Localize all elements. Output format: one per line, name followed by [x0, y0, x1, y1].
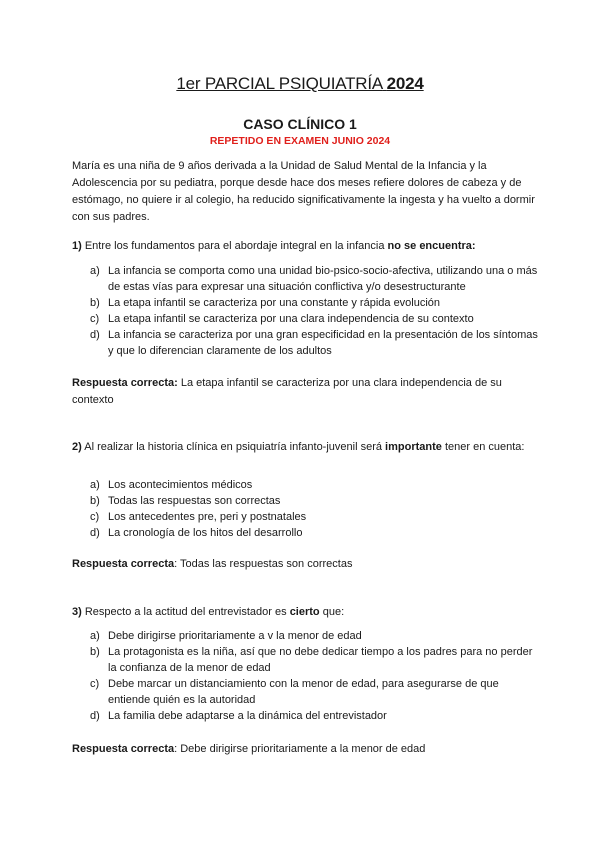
answer-label: Respuesta correcta:: [72, 377, 178, 389]
option-text: La cronología de los hitos del desarrollo: [108, 527, 303, 539]
question-text-end: tener en cuenta:: [441, 441, 525, 453]
option-text: Los antecedentes pre, peri y postnatales: [108, 511, 307, 523]
answer-text: : Debe dirigirse prioritariamente a la menor de edad: [174, 743, 426, 755]
question-emphasis: cierto: [289, 606, 320, 618]
option-letter: d): [90, 329, 100, 341]
option-letter: b): [90, 297, 100, 309]
answer-1: [72, 375, 502, 409]
option-d: [90, 525, 540, 541]
option-text: La etapa infantil se caracteriza por una clara independencia de su contexto: [108, 313, 474, 325]
option-b: [90, 295, 540, 311]
option-text: Los acontecimientos médicos: [108, 479, 253, 491]
title-main: 1er PARCIAL PSIQUIATRÍA: [176, 74, 383, 93]
question-number: 3): [72, 606, 82, 618]
option-d: [90, 708, 540, 724]
option-text: La etapa infantil se caracteriza por una constante y rápida evolución: [108, 297, 441, 309]
question-number: 1): [72, 240, 82, 252]
page-title: [0, 74, 600, 94]
option-letter: b): [90, 646, 100, 658]
option-letter: d): [90, 527, 100, 539]
question-number: 2): [72, 441, 82, 453]
answer-label: Respuesta correcta: [72, 558, 175, 570]
question-2: [72, 439, 542, 456]
option-letter: d): [90, 710, 100, 722]
question-text: Respecto a la actitud del entrevistador es: [81, 606, 290, 618]
option-text: La infancia se caracteriza por una gran especificidad en la presentación de los síntomas y que lo diferencian claramente de los adultos: [108, 329, 538, 357]
option-letter: a): [90, 265, 100, 277]
option-b: [90, 493, 540, 509]
option-c: [90, 311, 540, 327]
repeat-note: REPETIDO EN EXAMEN JUNIO 2024: [209, 135, 391, 147]
option-letter: a): [90, 479, 100, 491]
option-text: La protagonista es la niña, así que no debe dedicar tiempo a los padres para no perder la confianza de la menor de edad: [108, 646, 533, 674]
question-text: Al realizar la historia clínica en psiquiatría infanto-juvenil será: [81, 441, 386, 453]
question-3-options: [90, 628, 540, 724]
option-letter: c): [90, 678, 100, 690]
option-text: La infancia se comporta como una unidad bio-psico-socio-afectiva, utilizando una o más de estas vías para expresar una situación conflictiva y/o desestructurante: [108, 265, 538, 293]
answer-2: [72, 556, 502, 573]
question-1-options: [90, 263, 540, 359]
option-text: La familia debe adaptarse a la dinámica del entrevistador: [108, 710, 387, 722]
option-text: Debe marcar un distanciamiento con la menor de edad, para asegurarse de que entiende quién es la autoridad: [108, 678, 499, 706]
option-text: Todas las respuestas son correctas: [108, 495, 281, 507]
option-c: [90, 676, 540, 708]
question-emphasis: importante: [385, 441, 442, 453]
answer-text: : Todas las respuestas son correctas: [174, 558, 353, 570]
question-emphasis: no se encuentra:: [387, 240, 476, 252]
title-year: 2024: [386, 74, 424, 93]
option-letter: c): [90, 313, 100, 325]
answer-label: Respuesta correcta: [72, 743, 175, 755]
option-letter: b): [90, 495, 100, 507]
question-1: [72, 238, 542, 255]
answer-text: La etapa infantil se caracteriza por una clara independencia de su contexto: [72, 377, 502, 406]
option-text: Debe dirigirse prioritariamente a v la menor de edad: [108, 630, 362, 642]
option-b: [90, 644, 540, 676]
question-text: Entre los fundamentos para el abordaje integral en la infancia: [81, 240, 388, 252]
case-title: CASO CLÍNICO 1: [243, 116, 357, 132]
case-intro: María es una niña de 9 años derivada a la Unidad de Salud Mental de la Infancia y la Adolescencia por su pediatra, porque desde hace dos meses refiere dolores de cabeza y de estómago, no quiere ir al colegio, ha reducido significativamente la ingesta y ha vuelto a dormir con sus padres.: [72, 160, 535, 223]
option-a: [90, 477, 540, 493]
option-a: [90, 628, 540, 644]
question-3: [72, 604, 542, 621]
option-d: [90, 327, 540, 359]
answer-3: [72, 741, 502, 758]
option-letter: c): [90, 511, 100, 523]
option-c: [90, 509, 540, 525]
option-letter: a): [90, 630, 100, 642]
question-text-end: que:: [319, 606, 345, 618]
option-a: [90, 263, 540, 295]
question-2-options: [90, 477, 540, 541]
